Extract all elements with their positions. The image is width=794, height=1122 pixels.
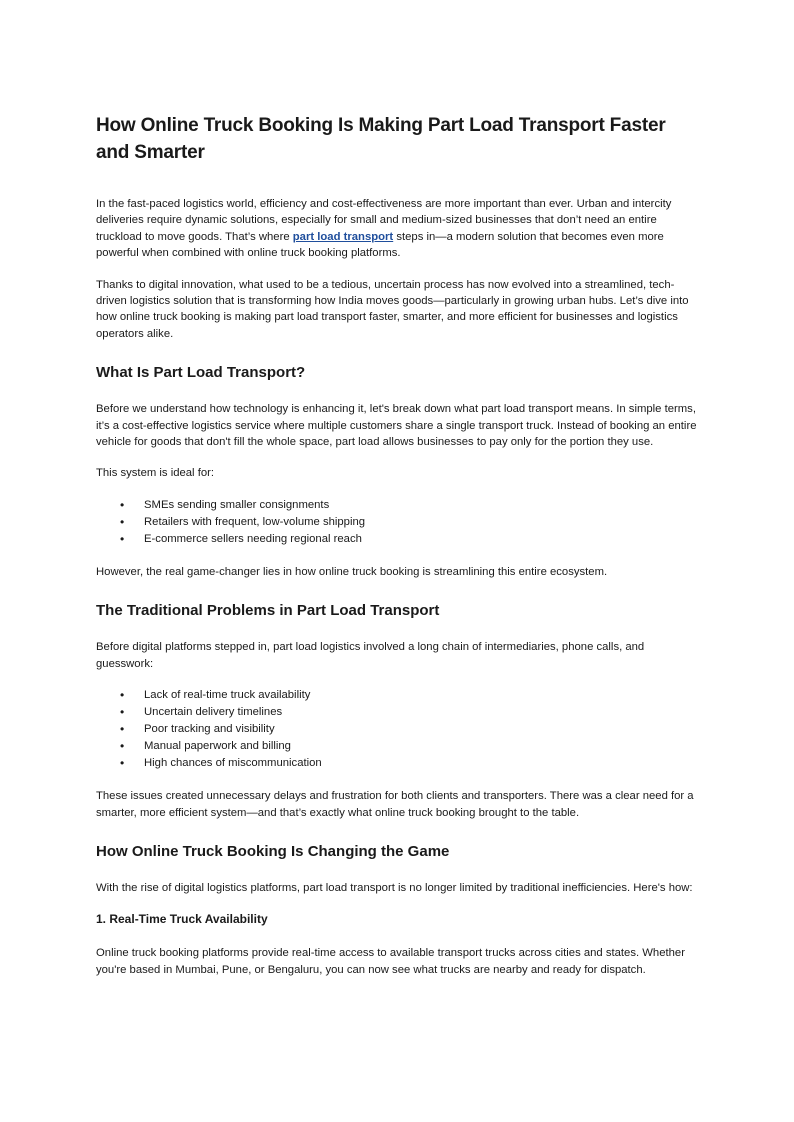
section1-paragraph-2: This system is ideal for: [96,467,215,480]
subsection1-paragraph-1: Online truck booking platforms provide real-time access to available transport trucks across cities and states. Whether you're based in Mumbai, Pune, or Bengaluru, you can now see what trucks are nearby and ready for dispatch. [96,947,685,976]
list-item: • High chances of miscommunication [96,755,702,772]
document-title: How Online Truck Booking Is Making Part Load Transport Faster and Smarter [96,115,666,163]
list-item: • Lack of real-time truck availability [96,687,702,704]
list-item: • Poor tracking and visibility [96,721,702,738]
part-load-transport-link[interactable]: part load transport [292,230,394,243]
section2-paragraph-2: These issues created unnecessary delays and frustration for both clients and transporters. There was a clear need for a smarter, more efficient system—and that’s exactly what online truck booking brought to the table. [96,790,694,819]
problems-list [96,687,702,772]
section2-paragraph-1: Before digital platforms stepped in, part load logistics involved a long chain of intermediaries, phone calls, and guesswork: [96,641,645,670]
list-item: • Manual paperwork and billing [96,738,702,755]
intro-text-before-link: In the fast-paced logistics world, efficiency and cost-effectiveness are more important than ever. Urban and intercity deliveries require dynamic solutions, especially for small and medium-sized businesses that don’t need an entire truckload to move goods. That’s where [96,198,672,243]
section3-paragraph-1: With the rise of digital logistics platforms, part load transport is no longer limited by traditional inefficiencies. Here's how: [96,881,693,894]
document-page [96,112,702,993]
section-heading-what-is-part-load: What Is Part Load Transport? [96,364,306,382]
section1-paragraph-3: However, the real game-changer lies in how online truck booking is streamlining this entire ecosystem. [96,565,608,578]
intro-paragraph-2: Thanks to digital innovation, what used to be a tedious, uncertain process has now evolved into a streamlined, tech-driven logistics solution that is transforming how India moves goods—particularly in growing urban hubs. Let’s dive into how online truck booking is making part load transport faster, smarter, and more efficient for businesses and logistics operators alike. [96,278,689,340]
list-item: • E-commerce sellers needing regional reach [96,531,702,548]
list-item: • Uncertain delivery timelines [96,704,702,721]
section-heading-changing-the-game: How Online Truck Booking Is Changing the Game [96,842,450,860]
list-item: • Retailers with frequent, low-volume shipping [96,514,702,531]
list-item: • SMEs sending smaller consignments [96,497,702,514]
section-heading-traditional-problems: The Traditional Problems in Part Load Transport [96,602,440,620]
intro-paragraph-1 [96,196,702,262]
subheading-real-time-availability: 1. Real-Time Truck Availability [96,912,268,927]
intro-text-after-link: steps in—a modern solution that becomes even more powerful when combined with online truck booking platforms. [96,230,664,260]
section1-paragraph-1: Before we understand how technology is enhancing it, let's break down what part load transport means. In simple terms, it’s a cost-effective logistics service where multiple customers share a single transport truck. Instead of booking an entire vehicle for goods that don't fill the whole space, part load allows businesses to pay only for the portion they use. [96,403,697,449]
ideal-for-list [96,497,702,548]
